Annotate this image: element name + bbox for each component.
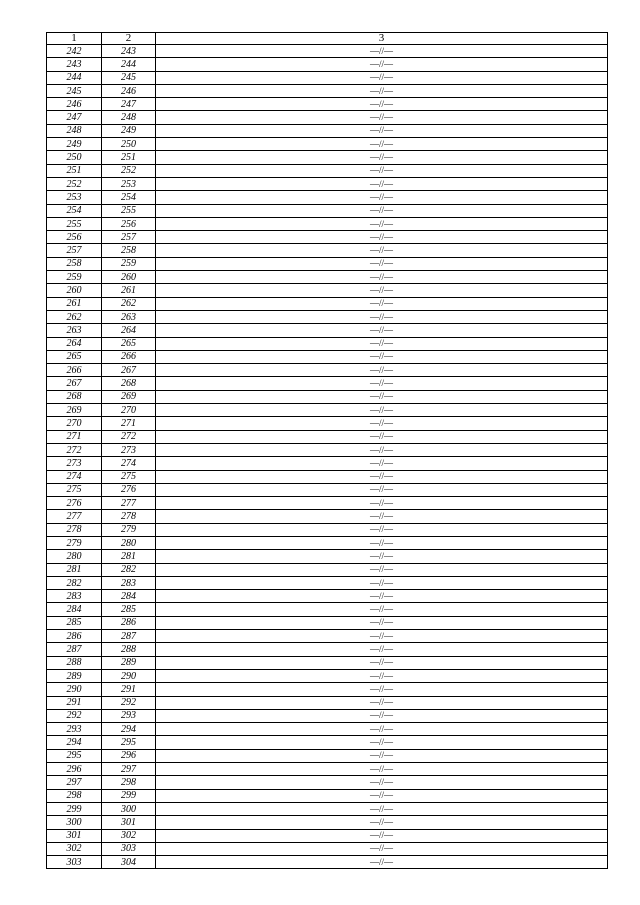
cell-col-2: 251 (102, 151, 156, 164)
cell-col-2: 248 (102, 111, 156, 124)
cell-col-1: 290 (47, 683, 102, 696)
cell-col-3: —//— (156, 856, 608, 869)
cell-col-3: —//— (156, 749, 608, 762)
cell-col-1: 264 (47, 337, 102, 350)
cell-col-1: 297 (47, 776, 102, 789)
cell-col-1: 291 (47, 696, 102, 709)
cell-col-1: 296 (47, 763, 102, 776)
cell-col-1: 289 (47, 669, 102, 682)
cell-col-1: 292 (47, 709, 102, 722)
table-row (47, 590, 608, 603)
table-row (47, 177, 608, 190)
cell-col-1: 288 (47, 656, 102, 669)
cell-col-1: 243 (47, 58, 102, 71)
table-row (47, 71, 608, 84)
cell-col-2: 277 (102, 497, 156, 510)
table-row (47, 829, 608, 842)
cell-col-3: —//— (156, 643, 608, 656)
cell-col-1: 265 (47, 350, 102, 363)
table-row (47, 683, 608, 696)
cell-col-2: 247 (102, 98, 156, 111)
table-row (47, 244, 608, 257)
table-row (47, 417, 608, 430)
cell-col-1: 244 (47, 71, 102, 84)
cell-col-3: —//— (156, 417, 608, 430)
cell-col-1: 287 (47, 643, 102, 656)
table-row (47, 842, 608, 855)
data-table (46, 32, 608, 869)
cell-col-2: 268 (102, 377, 156, 390)
cell-col-1: 285 (47, 616, 102, 629)
cell-col-3: —//— (156, 470, 608, 483)
cell-col-1: 275 (47, 483, 102, 496)
cell-col-1: 256 (47, 231, 102, 244)
cell-col-2: 255 (102, 204, 156, 217)
cell-col-1: 258 (47, 257, 102, 270)
table-row (47, 310, 608, 323)
cell-col-3: —//— (156, 377, 608, 390)
cell-col-2: 302 (102, 829, 156, 842)
cell-col-3: —//— (156, 390, 608, 403)
table-row (47, 138, 608, 151)
table-row (47, 736, 608, 749)
cell-col-1: 293 (47, 723, 102, 736)
cell-col-3: —//— (156, 696, 608, 709)
cell-col-2: 261 (102, 284, 156, 297)
cell-col-2: 287 (102, 630, 156, 643)
cell-col-3: —//— (156, 337, 608, 350)
table-row (47, 231, 608, 244)
cell-col-1: 255 (47, 217, 102, 230)
cell-col-2: 294 (102, 723, 156, 736)
table-row (47, 483, 608, 496)
cell-col-3: —//— (156, 483, 608, 496)
table-row (47, 669, 608, 682)
cell-col-3: —//— (156, 271, 608, 284)
cell-col-1: 245 (47, 84, 102, 97)
cell-col-2: 289 (102, 656, 156, 669)
cell-col-2: 253 (102, 177, 156, 190)
cell-col-3: —//— (156, 802, 608, 815)
cell-col-1: 259 (47, 271, 102, 284)
table-row (47, 510, 608, 523)
column-header-1: 1 (47, 33, 102, 45)
cell-col-1: 267 (47, 377, 102, 390)
table-row (47, 217, 608, 230)
cell-col-2: 303 (102, 842, 156, 855)
table-row (47, 789, 608, 802)
cell-col-2: 301 (102, 816, 156, 829)
cell-col-1: 283 (47, 590, 102, 603)
cell-col-3: —//— (156, 576, 608, 589)
table-row (47, 337, 608, 350)
cell-col-2: 286 (102, 616, 156, 629)
column-header-2: 2 (102, 33, 156, 45)
table-row (47, 297, 608, 310)
cell-col-1: 254 (47, 204, 102, 217)
cell-col-2: 282 (102, 563, 156, 576)
cell-col-1: 282 (47, 576, 102, 589)
table-row (47, 536, 608, 549)
table-row (47, 656, 608, 669)
table-row (47, 377, 608, 390)
cell-col-2: 276 (102, 483, 156, 496)
table-row (47, 404, 608, 417)
cell-col-1: 248 (47, 124, 102, 137)
cell-col-3: —//— (156, 656, 608, 669)
table-row (47, 364, 608, 377)
cell-col-3: —//— (156, 84, 608, 97)
table-row (47, 84, 608, 97)
cell-col-1: 276 (47, 497, 102, 510)
table-row (47, 390, 608, 403)
cell-col-2: 283 (102, 576, 156, 589)
cell-col-1: 269 (47, 404, 102, 417)
cell-col-1: 277 (47, 510, 102, 523)
cell-col-3: —//— (156, 257, 608, 270)
cell-col-3: —//— (156, 683, 608, 696)
cell-col-1: 253 (47, 191, 102, 204)
cell-col-1: 300 (47, 816, 102, 829)
cell-col-1: 274 (47, 470, 102, 483)
cell-col-3: —//— (156, 151, 608, 164)
cell-col-2: 260 (102, 271, 156, 284)
cell-col-3: —//— (156, 164, 608, 177)
table-row (47, 776, 608, 789)
cell-col-2: 273 (102, 443, 156, 456)
cell-col-2: 246 (102, 84, 156, 97)
cell-col-3: —//— (156, 45, 608, 58)
cell-col-2: 299 (102, 789, 156, 802)
cell-col-1: 263 (47, 324, 102, 337)
table-row (47, 723, 608, 736)
table-row (47, 643, 608, 656)
cell-col-3: —//— (156, 563, 608, 576)
cell-col-3: —//— (156, 324, 608, 337)
cell-col-2: 275 (102, 470, 156, 483)
cell-col-1: 266 (47, 364, 102, 377)
cell-col-3: —//— (156, 138, 608, 151)
cell-col-3: —//— (156, 177, 608, 190)
cell-col-2: 274 (102, 457, 156, 470)
cell-col-2: 304 (102, 856, 156, 869)
table-row (47, 550, 608, 563)
table-row (47, 111, 608, 124)
cell-col-1: 249 (47, 138, 102, 151)
table-row (47, 151, 608, 164)
table-body (47, 45, 608, 869)
cell-col-1: 246 (47, 98, 102, 111)
cell-col-1: 295 (47, 749, 102, 762)
cell-col-2: 243 (102, 45, 156, 58)
cell-col-1: 247 (47, 111, 102, 124)
cell-col-2: 264 (102, 324, 156, 337)
cell-col-3: —//— (156, 616, 608, 629)
table-row (47, 749, 608, 762)
cell-col-2: 257 (102, 231, 156, 244)
cell-col-2: 271 (102, 417, 156, 430)
cell-col-2: 292 (102, 696, 156, 709)
table-row (47, 763, 608, 776)
cell-col-3: —//— (156, 58, 608, 71)
cell-col-3: —//— (156, 510, 608, 523)
cell-col-2: 284 (102, 590, 156, 603)
cell-col-1: 271 (47, 430, 102, 443)
cell-col-2: 300 (102, 802, 156, 815)
cell-col-2: 265 (102, 337, 156, 350)
cell-col-1: 280 (47, 550, 102, 563)
table-row (47, 616, 608, 629)
cell-col-3: —//— (156, 776, 608, 789)
cell-col-3: —//— (156, 829, 608, 842)
cell-col-2: 295 (102, 736, 156, 749)
cell-col-2: 254 (102, 191, 156, 204)
cell-col-3: —//— (156, 404, 608, 417)
cell-col-1: 298 (47, 789, 102, 802)
table-row (47, 257, 608, 270)
cell-col-3: —//— (156, 842, 608, 855)
cell-col-3: —//— (156, 789, 608, 802)
cell-col-2: 270 (102, 404, 156, 417)
cell-col-3: —//— (156, 350, 608, 363)
cell-col-2: 250 (102, 138, 156, 151)
table-row (47, 696, 608, 709)
table-row (47, 350, 608, 363)
cell-col-3: —//— (156, 816, 608, 829)
cell-col-2: 290 (102, 669, 156, 682)
cell-col-2: 288 (102, 643, 156, 656)
table-row (47, 191, 608, 204)
cell-col-3: —//— (156, 71, 608, 84)
cell-col-1: 272 (47, 443, 102, 456)
cell-col-3: —//— (156, 297, 608, 310)
cell-col-1: 286 (47, 630, 102, 643)
table-row (47, 45, 608, 58)
column-header-3: 3 (156, 33, 608, 45)
cell-col-2: 249 (102, 124, 156, 137)
cell-col-1: 284 (47, 603, 102, 616)
cell-col-2: 256 (102, 217, 156, 230)
table-row (47, 204, 608, 217)
table-row (47, 816, 608, 829)
cell-col-1: 262 (47, 310, 102, 323)
cell-col-2: 281 (102, 550, 156, 563)
cell-col-1: 281 (47, 563, 102, 576)
cell-col-1: 270 (47, 417, 102, 430)
cell-col-2: 278 (102, 510, 156, 523)
cell-col-3: —//— (156, 590, 608, 603)
table-row (47, 124, 608, 137)
cell-col-1: 302 (47, 842, 102, 855)
cell-col-1: 279 (47, 536, 102, 549)
table-row (47, 802, 608, 815)
cell-col-1: 301 (47, 829, 102, 842)
cell-col-3: —//— (156, 723, 608, 736)
cell-col-3: —//— (156, 310, 608, 323)
cell-col-3: —//— (156, 709, 608, 722)
cell-col-1: 268 (47, 390, 102, 403)
table-row (47, 523, 608, 536)
cell-col-2: 293 (102, 709, 156, 722)
cell-col-3: —//— (156, 630, 608, 643)
cell-col-2: 258 (102, 244, 156, 257)
cell-col-2: 296 (102, 749, 156, 762)
cell-col-2: 244 (102, 58, 156, 71)
cell-col-3: —//— (156, 284, 608, 297)
cell-col-3: —//— (156, 523, 608, 536)
cell-col-2: 245 (102, 71, 156, 84)
cell-col-2: 272 (102, 430, 156, 443)
table-row (47, 164, 608, 177)
cell-col-3: —//— (156, 217, 608, 230)
cell-col-1: 278 (47, 523, 102, 536)
cell-col-1: 251 (47, 164, 102, 177)
table-row (47, 576, 608, 589)
cell-col-2: 252 (102, 164, 156, 177)
table-row (47, 271, 608, 284)
cell-col-2: 285 (102, 603, 156, 616)
header-row (47, 33, 608, 45)
cell-col-3: —//— (156, 550, 608, 563)
cell-col-3: —//— (156, 457, 608, 470)
cell-col-1: 260 (47, 284, 102, 297)
cell-col-3: —//— (156, 364, 608, 377)
cell-col-3: —//— (156, 98, 608, 111)
cell-col-2: 267 (102, 364, 156, 377)
cell-col-3: —//— (156, 111, 608, 124)
table-row (47, 630, 608, 643)
cell-col-1: 250 (47, 151, 102, 164)
cell-col-3: —//— (156, 497, 608, 510)
cell-col-3: —//— (156, 443, 608, 456)
cell-col-1: 273 (47, 457, 102, 470)
table-row (47, 470, 608, 483)
cell-col-2: 291 (102, 683, 156, 696)
cell-col-3: —//— (156, 763, 608, 776)
cell-col-3: —//— (156, 536, 608, 549)
cell-col-3: —//— (156, 204, 608, 217)
table-row (47, 98, 608, 111)
cell-col-1: 252 (47, 177, 102, 190)
cell-col-2: 269 (102, 390, 156, 403)
cell-col-1: 294 (47, 736, 102, 749)
cell-col-2: 263 (102, 310, 156, 323)
cell-col-1: 303 (47, 856, 102, 869)
table-row (47, 443, 608, 456)
cell-col-3: —//— (156, 603, 608, 616)
cell-col-3: —//— (156, 231, 608, 244)
table-row (47, 563, 608, 576)
cell-col-1: 257 (47, 244, 102, 257)
table-row (47, 709, 608, 722)
cell-col-2: 298 (102, 776, 156, 789)
cell-col-1: 242 (47, 45, 102, 58)
table-row (47, 58, 608, 71)
cell-col-2: 259 (102, 257, 156, 270)
cell-col-3: —//— (156, 191, 608, 204)
table-row (47, 324, 608, 337)
cell-col-3: —//— (156, 736, 608, 749)
table-header (47, 33, 608, 45)
table-row (47, 856, 608, 869)
table-row (47, 284, 608, 297)
cell-col-2: 266 (102, 350, 156, 363)
table-row (47, 603, 608, 616)
table-row (47, 457, 608, 470)
cell-col-2: 297 (102, 763, 156, 776)
cell-col-2: 262 (102, 297, 156, 310)
cell-col-3: —//— (156, 669, 608, 682)
table-row (47, 497, 608, 510)
cell-col-1: 261 (47, 297, 102, 310)
table-row (47, 430, 608, 443)
cell-col-1: 299 (47, 802, 102, 815)
cell-col-2: 279 (102, 523, 156, 536)
cell-col-2: 280 (102, 536, 156, 549)
cell-col-3: —//— (156, 124, 608, 137)
cell-col-3: —//— (156, 430, 608, 443)
cell-col-3: —//— (156, 244, 608, 257)
